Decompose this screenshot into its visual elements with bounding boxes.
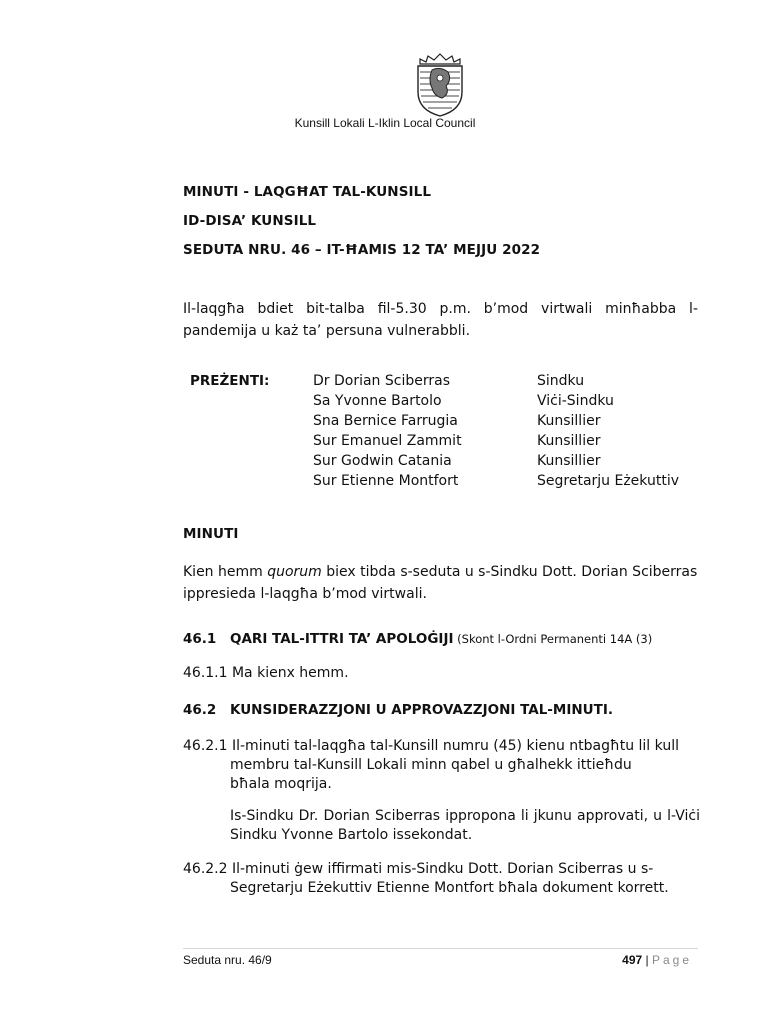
item-46-2-1-proposal: Is-Sindku Dr. Dorian Sciberras ippropona li jkunu approvati, u l-Viċi Sindku Yvonne Bartolo issekondat. [230, 808, 700, 843]
member-name: Sur Godwin Catania [313, 453, 452, 469]
member-name: Sna Bernice Farrugia [313, 413, 458, 429]
footer-page-info [622, 953, 692, 967]
section-note: (Skont l-Ordni Permanenti 14A (3) [453, 632, 653, 646]
minutes-text-italic: quorum [267, 564, 322, 580]
minutes-text-start: Kien hemm [183, 564, 268, 580]
minutes-paragraph [183, 561, 698, 605]
page-separator: | [642, 953, 652, 967]
section-46-1-heading [183, 631, 652, 647]
member-role: Kunsillier [537, 433, 601, 449]
member-role: Sindku [537, 373, 585, 389]
member-role: Segretarju Eżekuttiv [537, 473, 679, 489]
section-title: KUNSIDERAZZJONI U APPROVAZZJONI TAL-MINUTI. [230, 702, 613, 718]
item-text: Ma kienx hemm. [227, 665, 349, 681]
item-text: Il-minuti tal-laqgħa tal-Kunsill numru (45) kienu ntbagħtu lil kull [227, 738, 679, 754]
present-names-column [313, 371, 462, 491]
page-number: 497 [622, 953, 643, 967]
section-title: QARI TAL-ITTRI TA’ APOLOĠIJI [230, 631, 454, 647]
member-role: Kunsillier [537, 453, 601, 469]
item-46-2-2-first-line [183, 860, 703, 879]
section-46-2-heading [183, 702, 613, 718]
session-heading: SEDUTA NRU. 46 – IT-ĦAMIS 12 TA’ MEJJU 2022 [183, 242, 541, 258]
item-number: 46.1.1 [183, 665, 228, 681]
minutes-text-end: biex tibda s-seduta u s-Sindku Dott. Dorian Sciberras ippresieda l-laqgħa b’mod virtwali. [183, 564, 698, 602]
member-role: Viċi-Sindku [537, 393, 614, 409]
council-number: ID-DISA’ KUNSILL [183, 213, 317, 229]
intro-paragraph: Il-laqgħa bdiet bit-talba fil-5.30 p.m. b’mod virtwali minħabba l-pandemija u każ ta’ persuna vulnerabbli. [183, 301, 698, 339]
section-number: 46.1 [183, 631, 217, 647]
present-roles-column [537, 371, 679, 491]
member-name: Sur Emanuel Zammit [313, 433, 462, 449]
footer-divider [183, 948, 698, 949]
item-text: Il-minuti ġew iffirmati mis-Sindku Dott. Dorian Sciberras u s- [227, 861, 654, 877]
member-role: Kunsillier [537, 413, 601, 429]
member-name: Sa Yvonne Bartolo [313, 393, 442, 409]
minutes-heading: MINUTI [183, 526, 239, 542]
member-name: Sur Etienne Montfort [313, 473, 459, 489]
present-label: PREŻENTI: [190, 373, 270, 389]
item-46-1-1 [183, 664, 703, 683]
document-title: MINUTI - LAQGĦAT TAL-KUNSILL [183, 184, 432, 200]
footer-session-ref: Seduta nru. 46/9 [183, 953, 272, 967]
council-name: Kunsill Lokali L-Iklin Local Council [294, 116, 476, 130]
page-label: Page [651, 953, 692, 967]
coat-of-arms-logo [410, 52, 470, 118]
section-number: 46.2 [183, 702, 217, 718]
item-number: 46.2.2 [183, 861, 228, 877]
member-name: Dr Dorian Sciberras [313, 373, 450, 389]
item-46-2-2-continuation: Segretarju Eżekuttiv Etienne Montfort bħala dokument korrett. [230, 880, 669, 896]
item-46-2-1-continuation: membru tal-Kunsill Lokali minn qabel u għalhekk ittieħdu bħala moqrija. [230, 757, 632, 792]
item-number: 46.2.1 [183, 738, 228, 754]
item-46-2-1-first-line [183, 737, 703, 756]
